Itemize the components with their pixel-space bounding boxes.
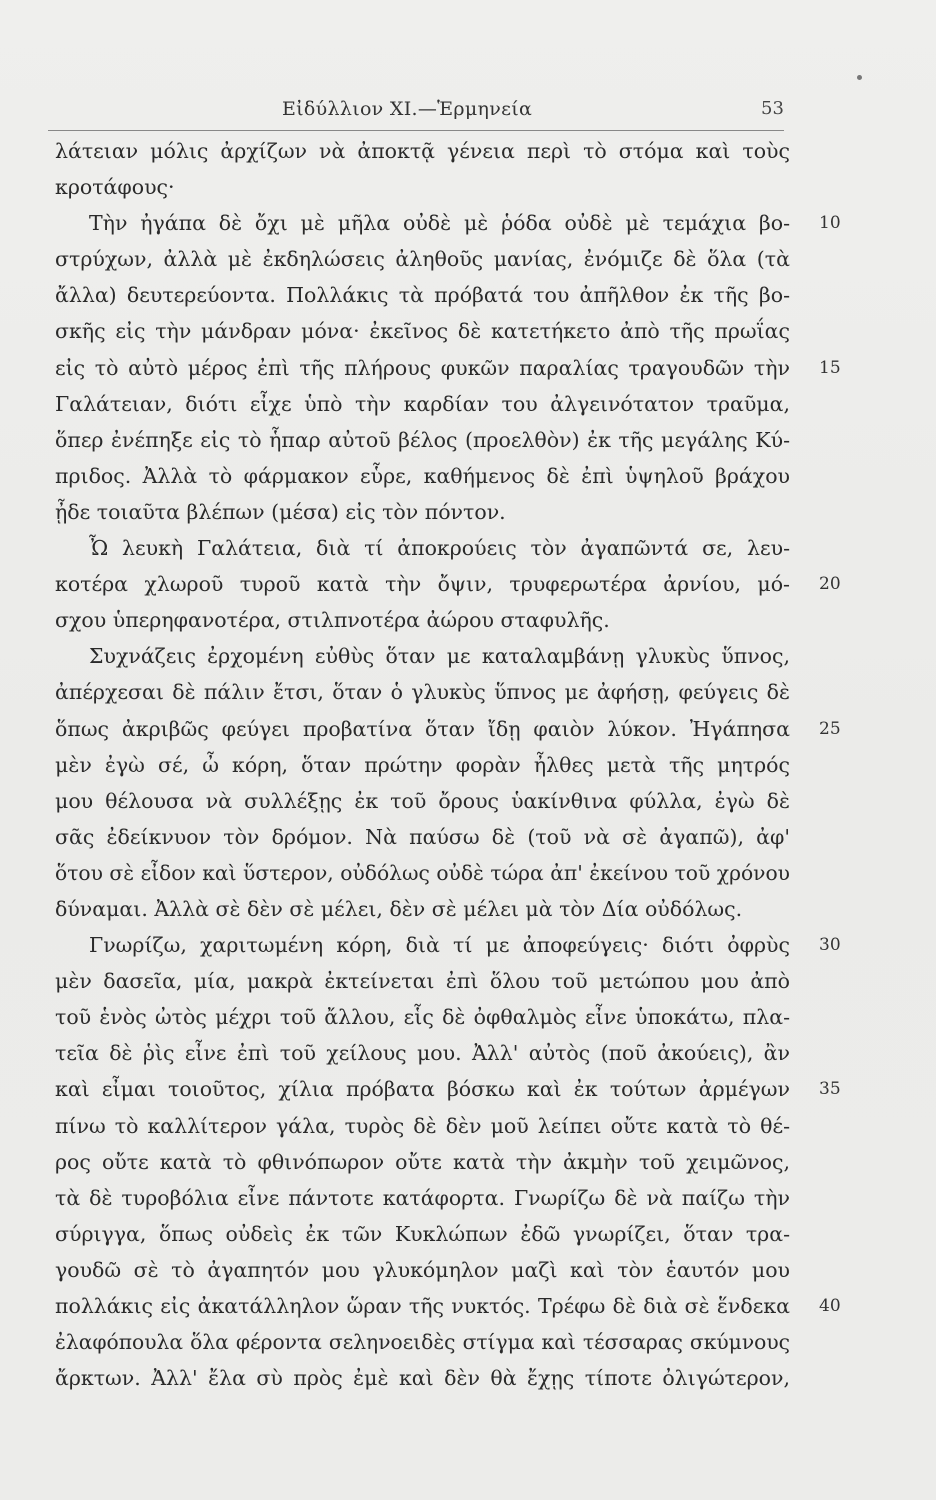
text-line: [55, 1144, 795, 1180]
line-text: πίνω τὸ καλλίτερον γάλα, τυρὸς δὲ δὲν μοῦ λείπει οὔτε κατὰ τὸ θέ-: [55, 1113, 790, 1138]
line-text: δύναμαι. Ἀλλὰ σὲ δὲν σὲ μέλει, δὲν σὲ μέλει μὰ τὸν Δία οὐδόλως.: [55, 896, 743, 921]
text-line: [55, 819, 795, 855]
line-text: Τὴν ἠγάπα δὲ ὄχι μὲ μῆλα οὐδὲ μὲ ῥόδα οὐδὲ μὲ τεμάχια βο-: [89, 211, 790, 236]
line-number: 40: [819, 1296, 841, 1316]
text-line: [55, 566, 841, 602]
line-text: κοτέρα χλωροῦ τυροῦ κατὰ τὴν ὄψιν, τρυφερωτέρα ἀρνίου, μό-: [55, 572, 790, 597]
line-number: 10: [819, 213, 841, 234]
text-line: [55, 494, 795, 530]
line-text: σκῆς εἰς τὴν μάνδραν μόνα· ἐκεῖνος δὲ κατετήκετο ἀπὸ τῆς πρωΐας: [55, 319, 790, 344]
line-text: πολλάκις εἰς ἀκατάλληλον ὥραν τῆς νυκτός. Τρέφω δὲ διὰ σὲ ἕνδεκα: [55, 1294, 790, 1318]
ink-speck: [857, 75, 862, 80]
line-text: πριδος. Ἀλλὰ τὸ φάρμακον εὗρε, καθήμενος δὲ ἐπὶ ὑψηλοῦ βράχου: [55, 463, 790, 488]
line-text: Ὦ λευκὴ Γαλάτεια, διὰ τί ἀποκρούεις τὸν ἀγαπῶντά σε, λευ-: [89, 536, 790, 561]
line-number: 30: [819, 935, 841, 956]
text-line: [55, 241, 795, 277]
text-line: [55, 1071, 841, 1107]
line-text: ἐλαφόπουλα ὅλα φέροντα σεληνοειδὲς στίγμα καὶ τέσσαρας σκύμνους: [55, 1330, 790, 1355]
text-line: [55, 1324, 795, 1360]
line-text: σύριγγα, ὅπως οὐδεὶς ἐκ τῶν Κυκλώπων ἐδῶ γνωρίζει, ὅταν τρα-: [55, 1221, 790, 1246]
text-line: [55, 1216, 795, 1252]
line-text: Συχνάζεις ἐρχομένη εὐθὺς ὅταν με καταλαμβάνῃ γλυκὺς ὕπνος,: [89, 644, 790, 669]
text-line: [55, 783, 795, 819]
line-text: ὅπερ ἐνέπηξε εἰς τὸ ἧπαρ αὐτοῦ βέλος (προελθὸν) ἐκ τῆς μεγάλης Κύ-: [55, 427, 790, 452]
text-line: [55, 277, 795, 313]
text-line: [55, 638, 795, 674]
text-line: [55, 602, 795, 638]
body-text: [55, 133, 841, 1396]
text-line: [55, 169, 795, 205]
line-text: μου θέλουσα νὰ συλλέξῃς ἐκ τοῦ ὄρους ὑακίνθινα φύλλα, ἐγὼ δὲ: [55, 788, 790, 813]
line-text: ἄρκτων. Ἀλλ' ἔλα σὺ πρὸς ἐμὲ καὶ δὲν θὰ ἔχῃς τίποτε ὀλιγώτερον,: [55, 1366, 790, 1391]
text-line: [55, 530, 795, 566]
line-text: σᾶς ἐδείκνυον τὸν δρόμον. Νὰ παύσω δὲ (τοῦ νὰ σὲ ἀγαπῶ), ἀφ': [55, 824, 790, 849]
text-line: [55, 1288, 841, 1324]
text-line: [55, 1252, 795, 1288]
text-line: [55, 1360, 795, 1396]
header-rule: [48, 130, 784, 131]
line-text: Γνωρίζω, χαριτωμένη κόρη, διὰ τί με ἀποφεύγεις· διότι ὀφρὺς: [89, 933, 790, 958]
text-line: [55, 386, 795, 422]
text-line: [55, 891, 795, 927]
line-text: τὰ δὲ τυροβόλια εἶνε πάντοτε κατάφορτα. Γνωρίζω δὲ νὰ παίζω τὴν: [55, 1185, 790, 1210]
line-text: κροτάφους·: [55, 175, 175, 200]
line-text: ὅτου σὲ εἶδον καὶ ὕστερον, οὐδόλως οὐδὲ τώρα ἀπ' ἐκείνου τοῦ χρόνου: [55, 860, 790, 885]
line-text: μὲν δασεῖα, μία, μακρὰ ἐκτείνεται ἐπὶ ὅλου τοῦ μετώπου μου ἀπὸ: [55, 969, 790, 994]
text-line: [55, 963, 795, 999]
line-text: γουδῶ σὲ τὸ ἀγαπητόν μου γλυκόμηλον μαζὶ καὶ τὸν ἑαυτόν μου: [55, 1257, 790, 1282]
line-text: εἰς τὸ αὐτὸ μέρος ἐπὶ τῆς πλήρους φυκῶν παραλίας τραγουδῶν τὴν: [55, 355, 790, 380]
page-number: 53: [761, 98, 784, 119]
text-line: [55, 855, 795, 891]
line-text: λάτειαν μόλις ἀρχίζων νὰ ἀποκτᾷ γένεια περὶ τὸ στόμα καὶ τοὺς: [55, 139, 790, 163]
line-text: καὶ εἶμαι τοιοῦτος, χίλια πρόβατα βόσκω καὶ ἐκ τούτων ἀρμέγων: [55, 1077, 790, 1102]
text-line: [55, 1108, 795, 1144]
text-line: [55, 1180, 795, 1216]
text-line: [55, 747, 795, 783]
running-title: Εἰδύλλιον XI.—Ἑρμηνεία: [282, 98, 533, 120]
text-line: [55, 205, 841, 241]
line-text: μὲν ἐγὼ σέ, ὦ κόρη, ὅταν πρώτην φορὰν ἦλθες μετὰ τῆς μητρός: [55, 752, 790, 777]
line-text: ρος οὔτε κατὰ τὸ φθινόπωρον οὔτε κατὰ τὴν ἀκμὴν τοῦ χειμῶνος,: [55, 1149, 790, 1174]
text-line: [55, 133, 795, 169]
line-text: ἀπέρχεσαι δὲ πάλιν ἔτσι, ὅταν ὁ γλυκὺς ὕπνος με ἀφήσῃ, φεύγεις δὲ: [55, 680, 790, 705]
text-line: [55, 350, 841, 386]
text-line: [55, 458, 795, 494]
line-number: 15: [819, 357, 841, 378]
page-header: [0, 98, 936, 128]
line-text: ᾖδε τοιαῦτα βλέπων (μέσα) εἰς τὸν πόντον.: [55, 499, 506, 524]
line-number: 20: [819, 574, 841, 595]
text-line: [55, 1035, 795, 1071]
line-text: ἄλλα) δευτερεύοντα. Πολλάκις τὰ πρόβατά του ἀπῆλθον ἐκ τῆς βο-: [55, 283, 790, 308]
text-line: [55, 422, 795, 458]
text-line: [55, 999, 795, 1035]
text-line: [55, 674, 795, 710]
text-line: [55, 927, 841, 963]
line-text: σχου ὑπερηφανοτέρα, στιλπνοτέρα ἀώρου σταφυλῆς.: [55, 608, 610, 633]
line-text: τοῦ ἑνὸς ὠτὸς μέχρι τοῦ ἄλλου, εἷς δὲ ὀφθαλμὸς εἶνε ὑποκάτω, πλα-: [55, 1005, 790, 1030]
line-text: τεῖα δὲ ῥὶς εἶνε ἐπὶ τοῦ χείλους μου. Ἀλλ' αὐτὸς (ποῦ ἀκούεις), ἂν: [55, 1041, 790, 1066]
line-number: 35: [819, 1079, 841, 1100]
line-number: 25: [819, 718, 841, 739]
text-line: [55, 711, 841, 747]
text-line: [55, 313, 795, 349]
line-text: Γαλάτειαν, διότι εἶχε ὑπὸ τὴν καρδίαν του ἀλγεινότατον τραῦμα,: [55, 391, 790, 416]
line-text: ὅπως ἀκριβῶς φεύγει προβατίνα ὅταν ἴδῃ φαιὸν λύκον. Ἠγάπησα: [55, 716, 790, 741]
line-text: στρύχων, ἀλλὰ μὲ ἐκδηλώσεις ἀληθοῦς μανίας, ἐνόμιζε δὲ ὅλα (τὰ: [55, 247, 790, 272]
